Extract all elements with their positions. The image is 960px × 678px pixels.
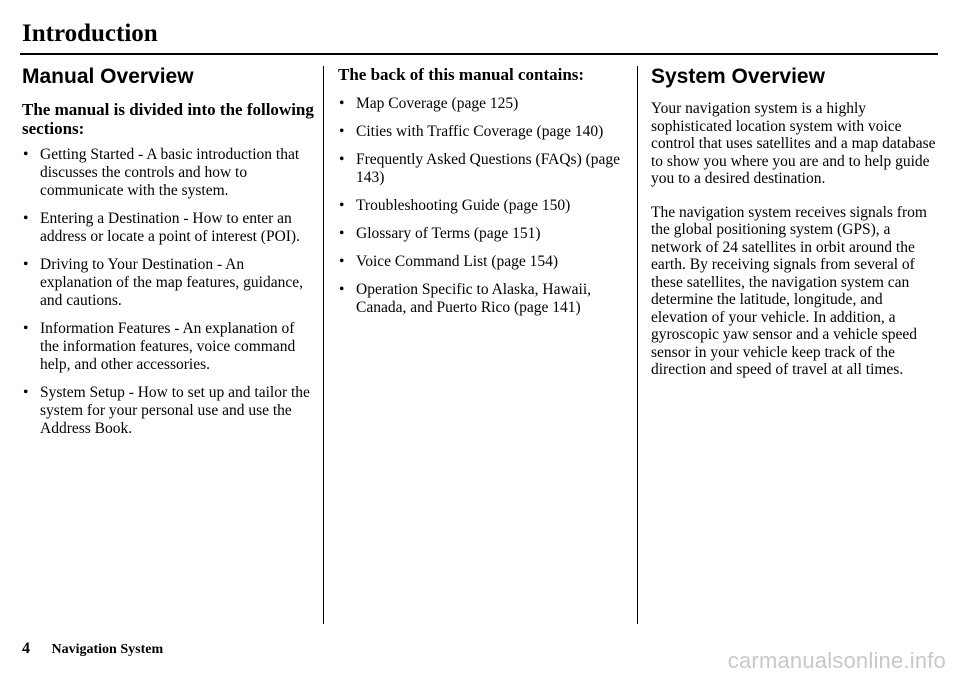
- list-item: • Operation Specific to Alaska, Hawaii, Canada, and Puerto Rico (page 141): [338, 281, 628, 317]
- system-overview-heading: System Overview: [651, 65, 825, 88]
- chapter-title: Introduction: [22, 20, 158, 47]
- list-item: • Cities with Traffic Coverage (page 140): [338, 123, 628, 141]
- back-of-manual-section: [338, 64, 628, 327]
- back-of-manual-heading: The back of this manual contains:: [338, 65, 585, 84]
- list-item: • Troubleshooting Guide (page 150): [338, 197, 628, 215]
- sections-list: [22, 146, 314, 438]
- list-item: • System Setup - How to set up and tailor the system for your personal use and use the Address Book.: [22, 384, 314, 438]
- list-item: • Driving to Your Destination - An explanation of the map features, guidance, and cautions.: [22, 256, 314, 310]
- manual-overview-subheading: The manual is divided into the following sections:: [22, 100, 314, 138]
- list-item: • Voice Command List (page 154): [338, 253, 628, 271]
- list-item: • Map Coverage (page 125): [338, 95, 628, 113]
- column-divider: [637, 66, 638, 624]
- page-footer: [22, 640, 163, 658]
- back-contents-list: [338, 95, 628, 317]
- manual-overview-section: [22, 64, 314, 448]
- page-number: 4: [22, 640, 30, 657]
- column-divider: [323, 66, 324, 624]
- list-item: • Information Features - An explanation of the information features, voice command help, and other accessories.: [22, 320, 314, 374]
- manual-overview-heading: Manual Overview: [22, 65, 194, 88]
- list-item: • Entering a Destination - How to enter an address or locate a point of interest (POI).: [22, 210, 314, 246]
- list-item: • Getting Started - A basic introduction that discusses the controls and how to communicate with the system.: [22, 146, 314, 200]
- title-rule: [20, 53, 938, 55]
- system-overview-paragraph: The navigation system receives signals from the global positioning system (GPS), a network of 24 satellites in orbit around the earth. By receiving signals from several of these satellites, the navigation system can determine the latitude, longitude, and elevation of your vehicle. In addition, a gyroscopic yaw sensor and a vehicle speed sensor in your vehicle keep track of the direction and speed of travel at all times.: [651, 203, 927, 378]
- list-item: • Frequently Asked Questions (FAQs) (page 143): [338, 151, 628, 187]
- system-overview-section: [651, 64, 943, 395]
- list-item: • Glossary of Terms (page 151): [338, 225, 628, 243]
- watermark-text: carmanualsonline.info: [727, 648, 946, 673]
- footer-label: Navigation System: [51, 642, 164, 657]
- system-overview-paragraph: Your navigation system is a highly sophisticated location system with voice control that uses satellites and a map database to show you where you are and to help guide you to a desired destination.: [651, 100, 936, 187]
